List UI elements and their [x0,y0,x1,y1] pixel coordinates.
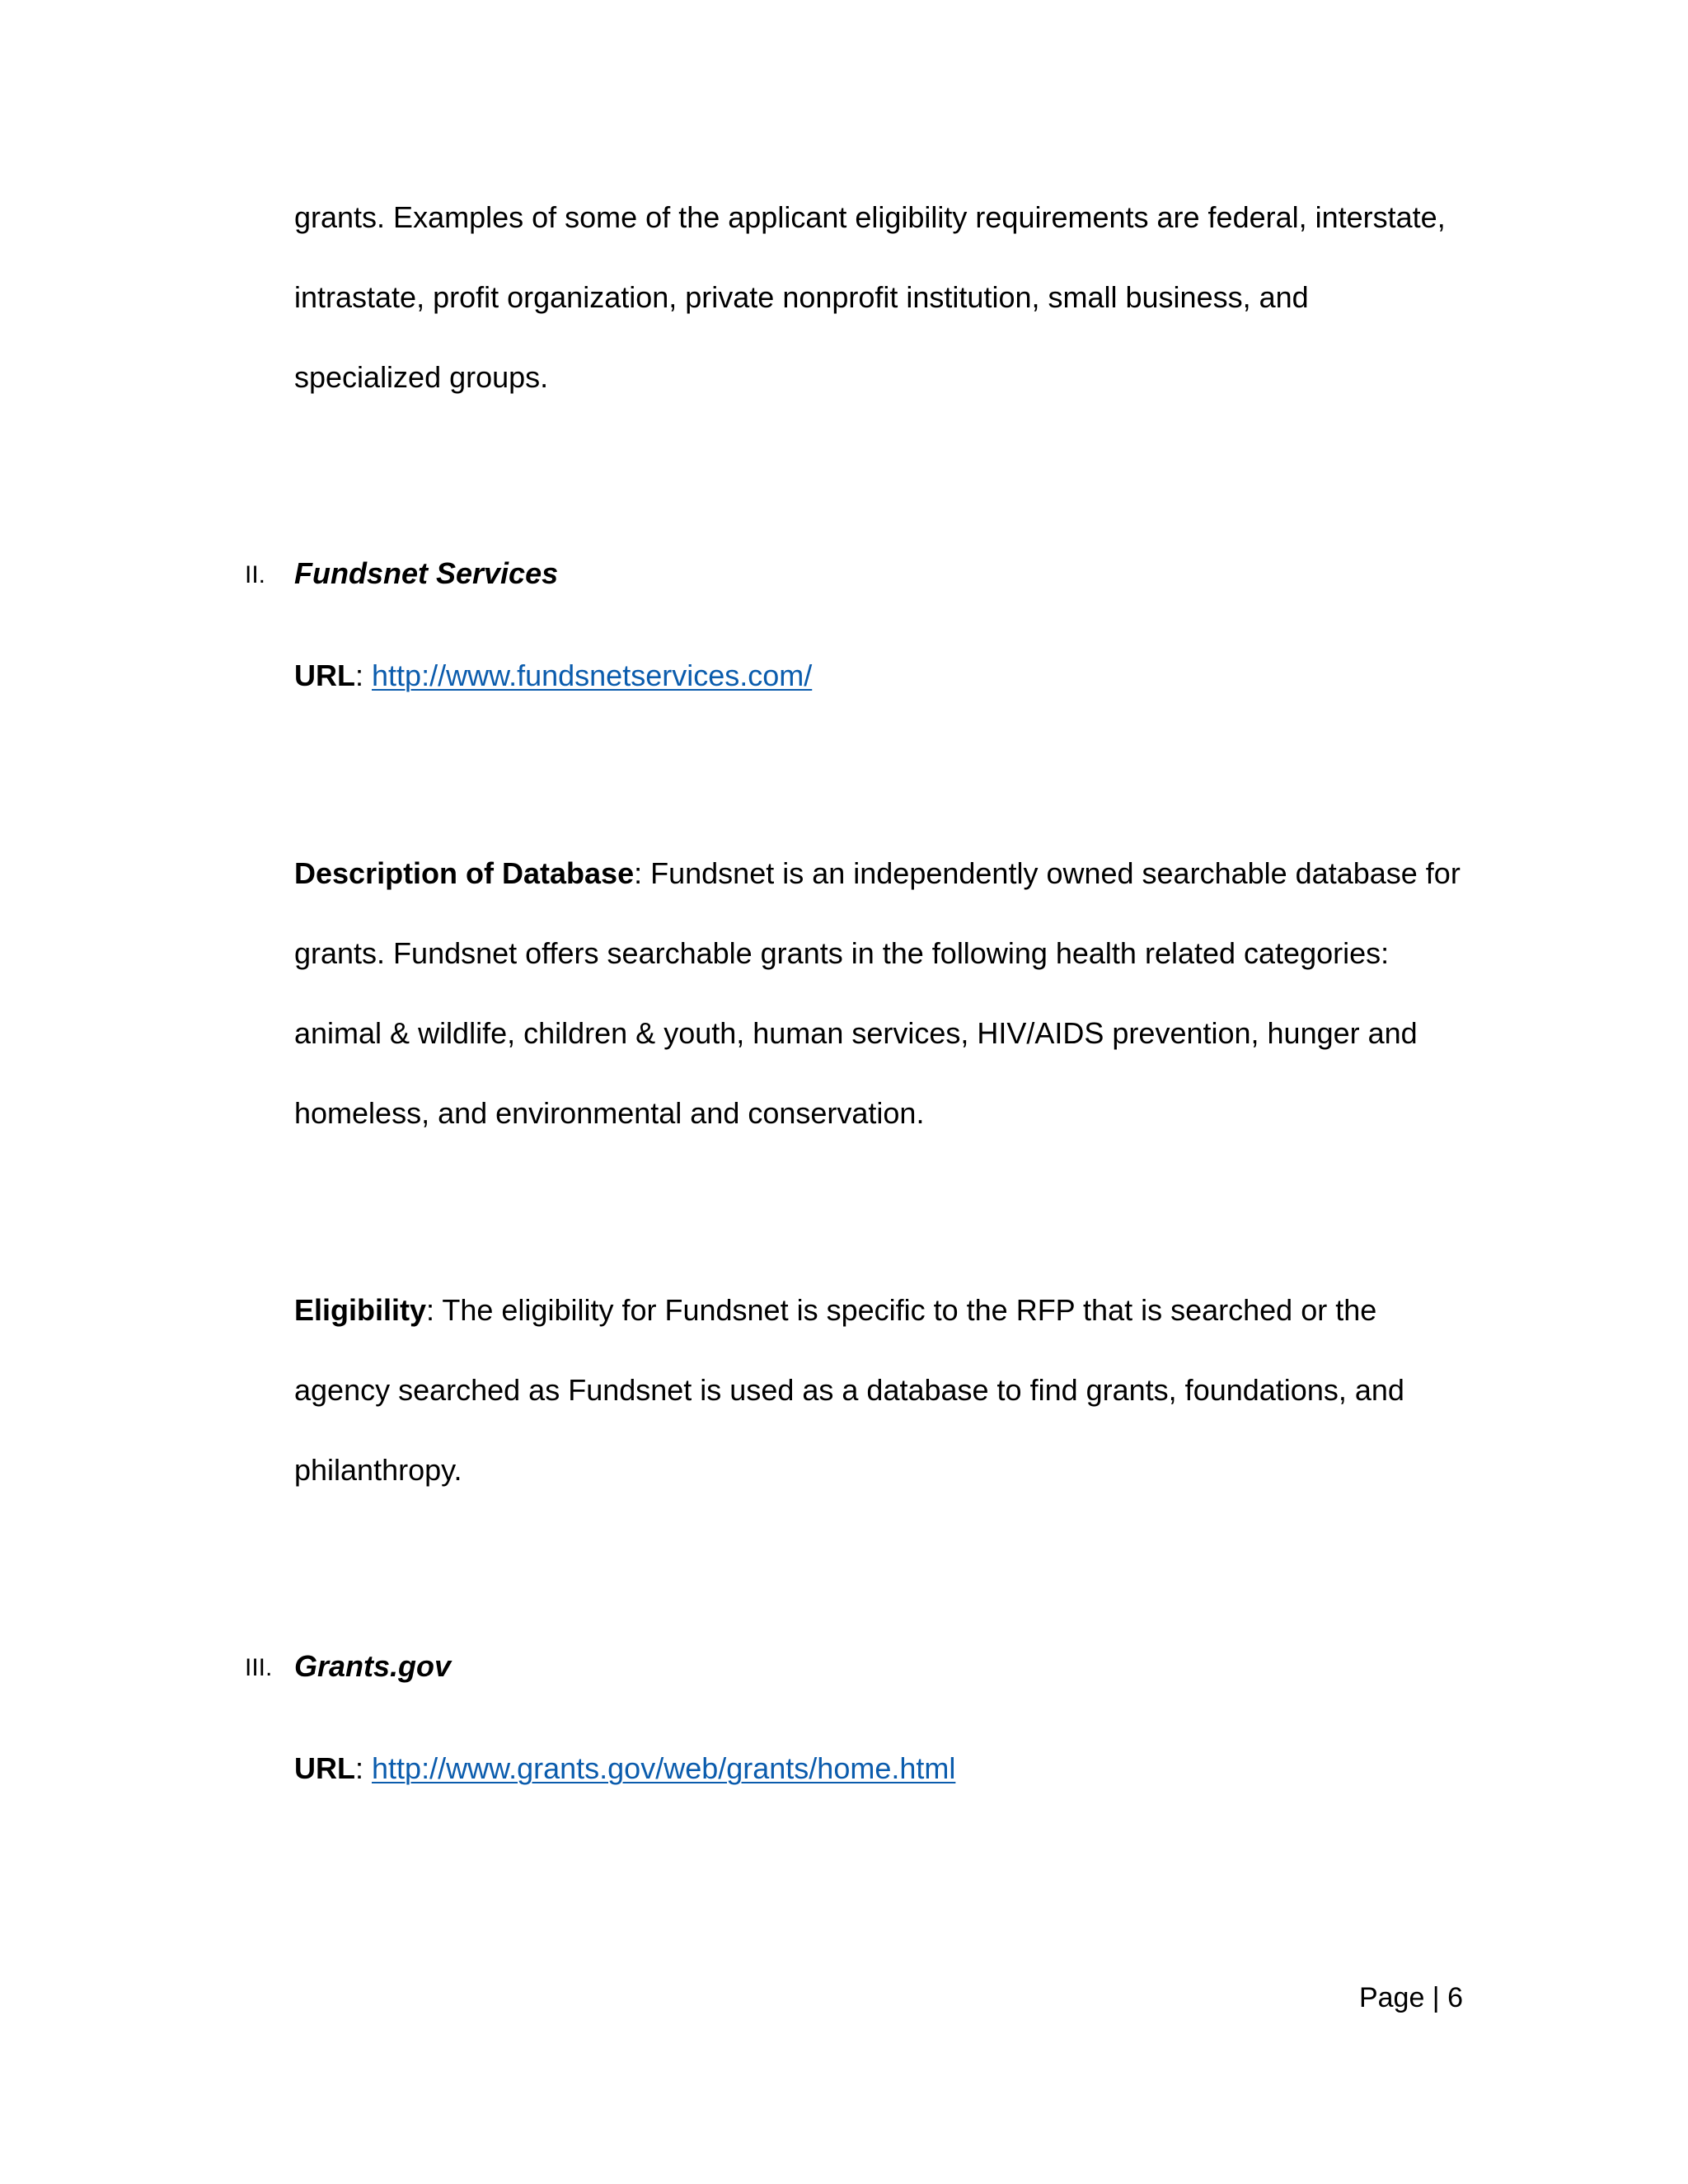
section-3-numeral: III. [245,1654,273,1681]
description-line-3: animal & wildlife, children & youth, human services, HIV/AIDS prevention, hunger and [294,1016,1418,1050]
section-2-url-label: URL [294,658,355,692]
continuation-line-3: specialized groups. [294,360,549,394]
description-line-2: grants. Fundsnet offers searchable grants in the following health related categories: [294,936,1390,970]
continuation-line-1: grants. Examples of some of the applicant eligibility requirements are federal, interstate, [294,200,1446,234]
section-2-url-separator: : [355,658,364,692]
section-2-numeral: II. [245,561,266,588]
fundsnet-url-link[interactable]: http://www.fundsnetservices.com/ [372,658,813,692]
section-2-url-line [294,658,812,694]
section-3-title: Grants.gov [294,1649,452,1683]
description-line-4: homeless, and environmental and conservation. [294,1096,925,1130]
eligibility-line-3: philanthropy. [294,1453,462,1487]
grants-gov-url-link[interactable]: http://www.grants.gov/web/grants/home.html [372,1751,956,1785]
page-number: Page | 6 [1358,1982,1463,2013]
section-3-url-separator: : [355,1751,364,1785]
section-3-url-label: URL [294,1751,355,1785]
continuation-line-2: intrastate, profit organization, private nonprofit institution, small business, and [294,280,1309,314]
eligibility-line-1 [294,1292,1376,1329]
eligibility-line-2: agency searched as Fundsnet is used as a database to find grants, foundations, and [294,1373,1404,1407]
description-label: Description of Database [294,856,635,890]
description-line-1 [294,855,1461,892]
section-3-url-line [294,1750,955,1787]
section-2-title: Fundsnet Services [294,556,559,590]
description-text-1: : Fundsnet is an independently owned searchable database for [634,856,1461,890]
eligibility-label: Eligibility [294,1293,427,1327]
eligibility-text-1: : The eligibility for Fundsnet is specific to the RFP that is searched or the [426,1293,1377,1327]
